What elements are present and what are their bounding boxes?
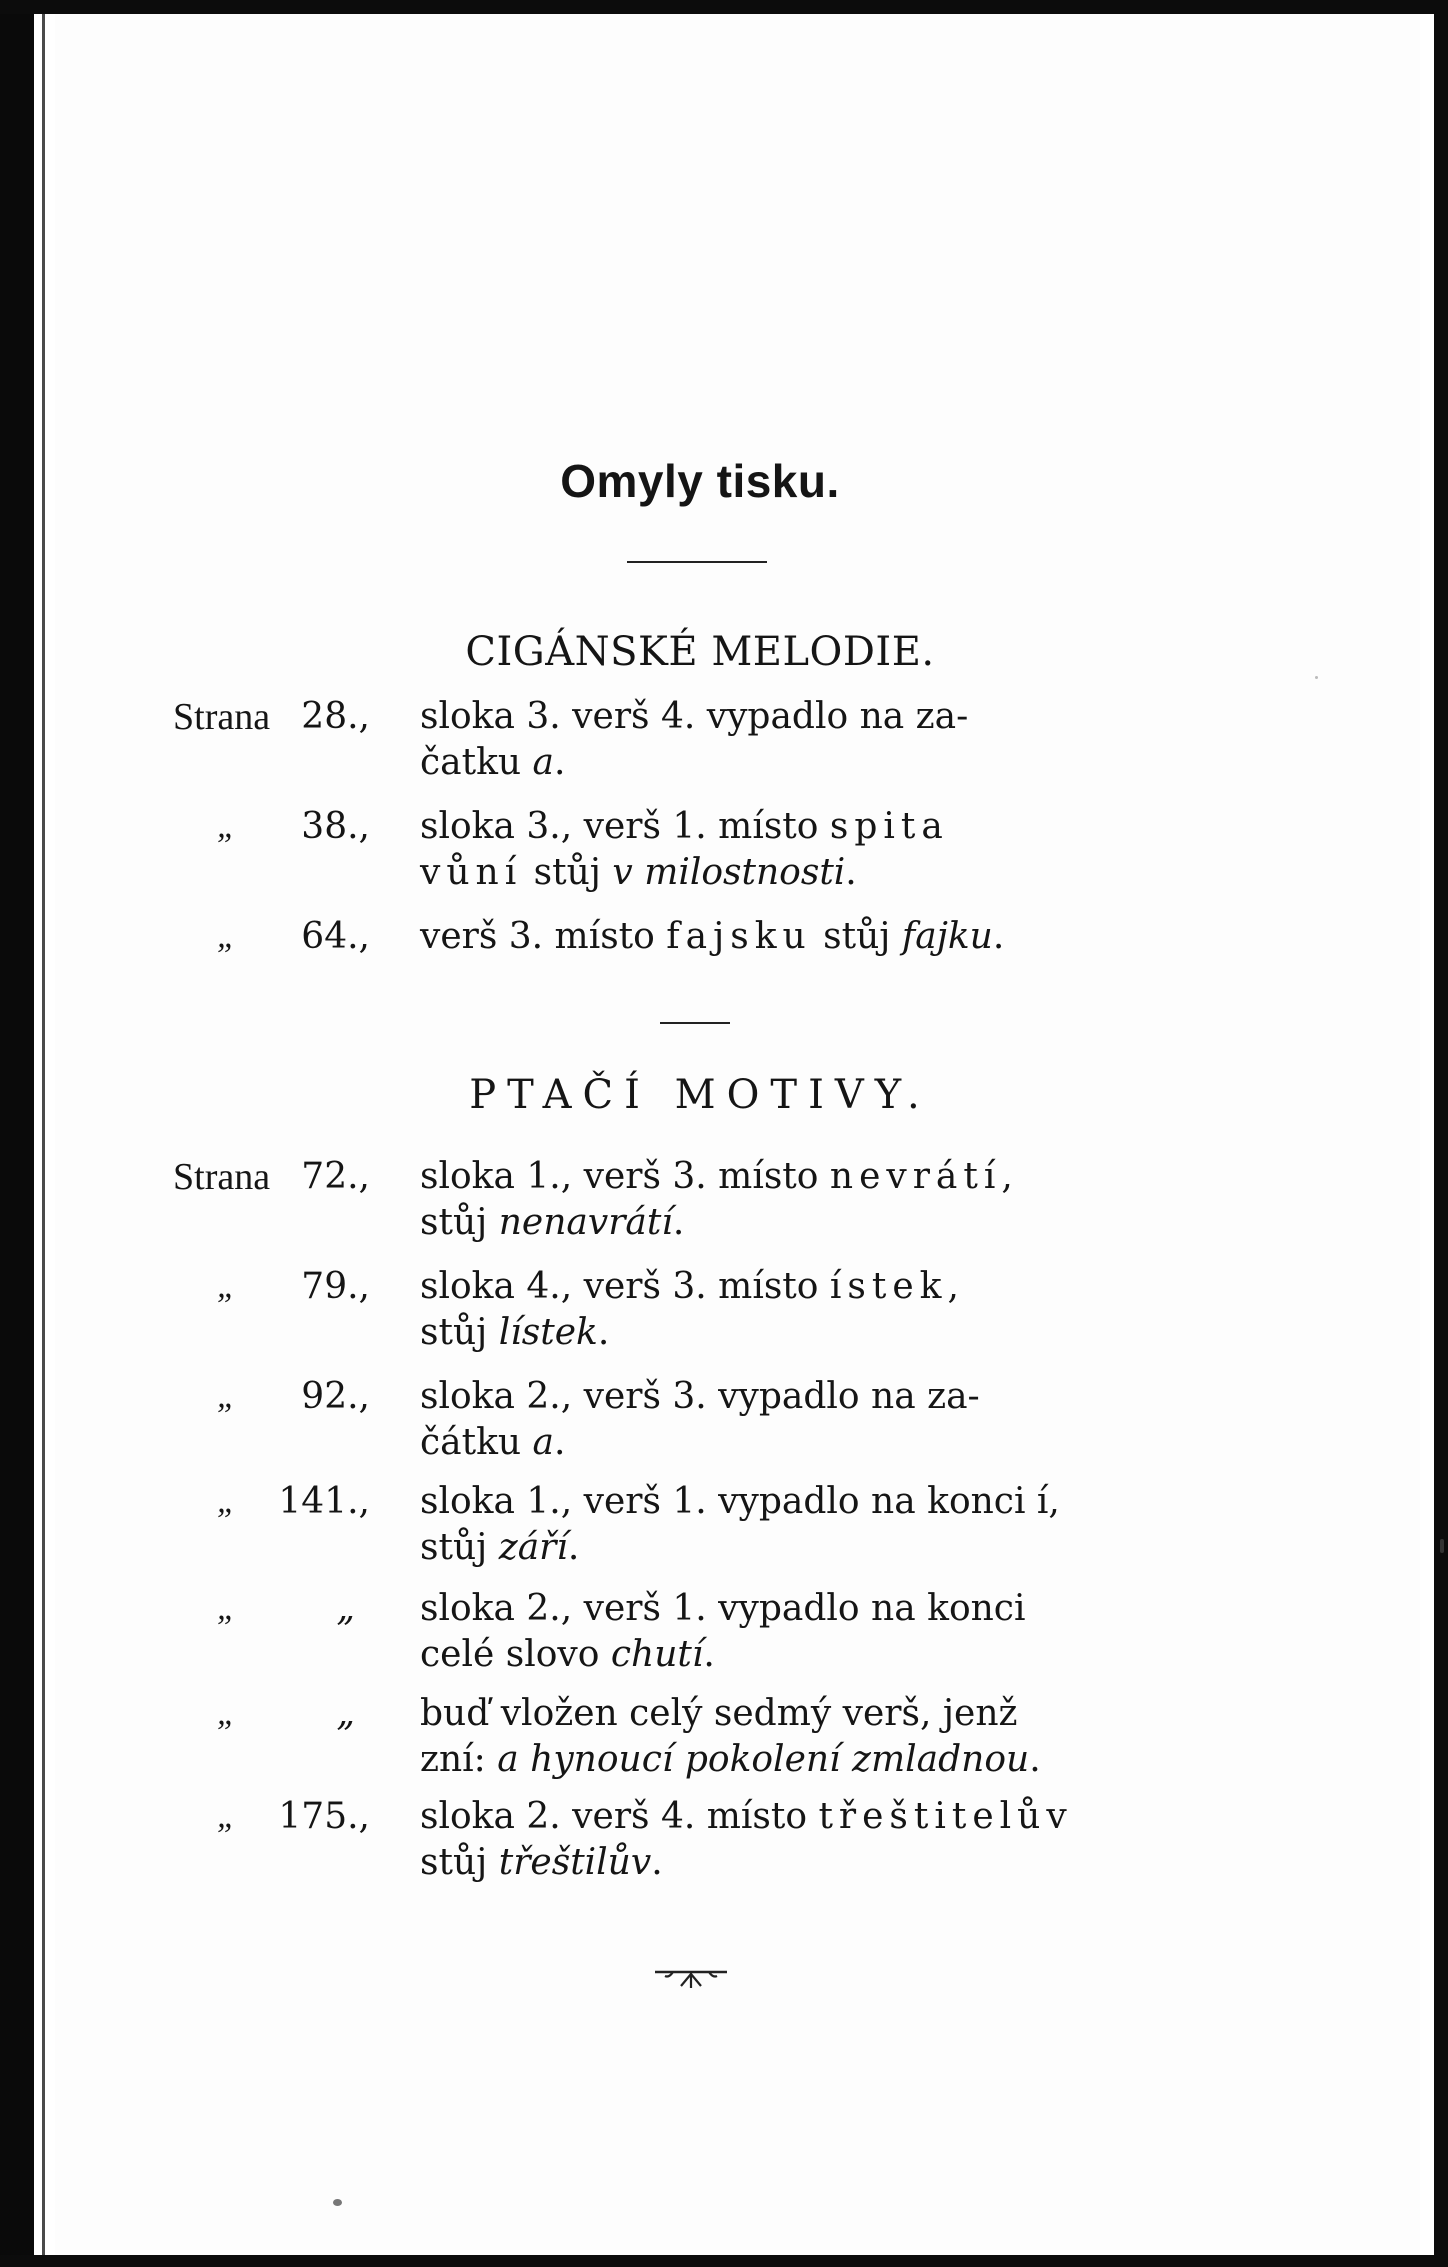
page-title: Omyly tisku. — [560, 455, 840, 507]
entry-lead: Strana — [173, 1156, 271, 1198]
entry-page: 64., — [301, 916, 370, 957]
section-heading-ciganske-melodie: CIGÁNSKÉ MELODIE. — [465, 629, 935, 675]
entry-ditto: „ — [217, 918, 236, 955]
scan-border-right — [1434, 0, 1448, 2267]
section-divider — [660, 1022, 730, 1024]
scan-speck — [333, 2199, 342, 2206]
errata-page — [55, 14, 1420, 2255]
entry-page: 141., — [278, 1481, 370, 1522]
entry-line-2: stůj lístek. — [420, 1312, 610, 1353]
entry-line-2: čátku a. — [420, 1422, 566, 1463]
entry-ditto: „ — [217, 1590, 236, 1627]
entry-line-1: verš 3. místo fajsku stůj fajku. — [420, 916, 1005, 957]
scan-border-bottom — [0, 2255, 1448, 2267]
entry-ditto: „ — [217, 1483, 236, 1520]
page-edge-line — [42, 0, 45, 2267]
entry-ditto: „ — [217, 1695, 236, 1732]
entry-ditto: „ — [217, 1268, 236, 1305]
entry-page-ditto: „ — [336, 1693, 355, 1734]
entry-page: 175., — [278, 1796, 370, 1837]
entry-page: 92., — [301, 1376, 370, 1417]
entry-page: 38., — [301, 806, 370, 847]
entry-line-1: sloka 1., verš 1. vypadlo na konci í, — [420, 1481, 1060, 1522]
entry-line-1: sloka 2., verš 3. vypadlo na za- — [420, 1376, 980, 1417]
entry-ditto: „ — [217, 1378, 236, 1415]
title-divider — [627, 561, 767, 563]
scan-border-top — [0, 0, 1448, 14]
entry-line-1: sloka 4., verš 3. místo ístek, — [420, 1266, 959, 1307]
entry-line-1: buď vložen celý sedmý verš, jenž — [420, 1693, 1018, 1734]
scan-border-left — [0, 0, 34, 2267]
scan-speck — [1315, 676, 1318, 679]
entry-line-2: vůní stůj v milostnosti. — [420, 852, 857, 893]
tailpiece-ornament-icon — [651, 1964, 731, 1994]
entry-page: 28., — [301, 696, 370, 737]
entry-ditto: „ — [217, 1798, 236, 1835]
entry-page: 79., — [301, 1266, 370, 1307]
section-heading-ptaci-motivy: PTAČÍ MOTIVY. — [469, 1072, 931, 1118]
entry-line-1: sloka 3. verš 4. vypadlo na za- — [420, 696, 969, 737]
entry-ditto: „ — [217, 808, 236, 845]
entry-line-2: celé slovo chutí. — [420, 1634, 715, 1675]
entry-line-1: sloka 3., verš 1. místo spita — [420, 806, 949, 847]
entry-line-2: stůj třeštilův. — [420, 1842, 663, 1883]
entry-line-2: stůj září. — [420, 1527, 580, 1568]
entry-line-2: zní: a hynoucí pokolení zmladnou. — [420, 1739, 1041, 1780]
entry-line-1: sloka 2., verš 1. vypadlo na konci — [420, 1588, 1026, 1629]
entry-lead: Strana — [173, 696, 271, 738]
entry-line-2: čatku a. — [420, 742, 566, 783]
entry-page-ditto: „ — [336, 1588, 355, 1629]
entry-page: 72., — [301, 1156, 370, 1197]
entry-line-1: sloka 2. verš 4. místo třeštitelův — [420, 1796, 1073, 1837]
scan-speck — [1440, 1539, 1444, 1553]
entry-line-2: stůj nenavrátí. — [420, 1202, 685, 1243]
entry-line-1: sloka 1., verš 3. místo nevrátí, — [420, 1156, 1013, 1197]
